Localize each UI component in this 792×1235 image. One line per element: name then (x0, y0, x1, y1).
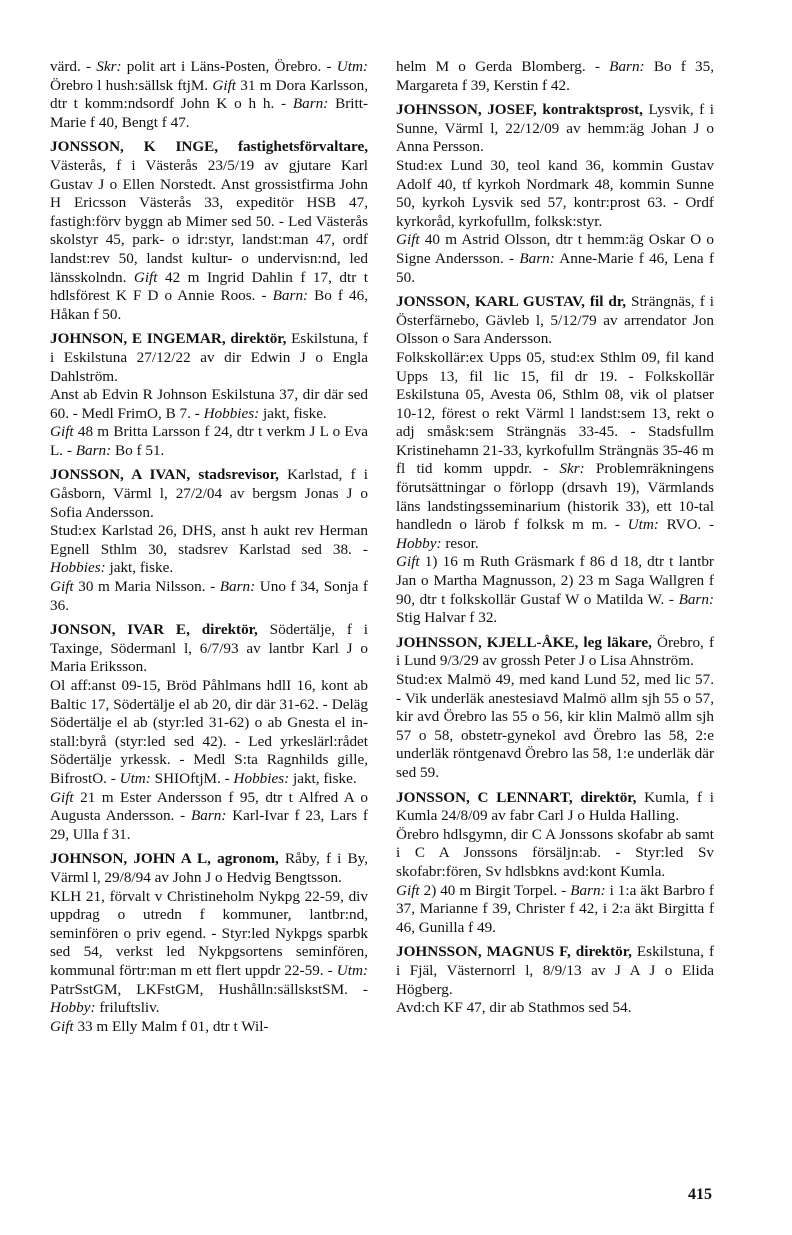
left-column (50, 58, 368, 1042)
entry-text: Stig Halvar f 32. (396, 609, 498, 627)
entry-paragraph-first (50, 330, 368, 386)
entry-paragraph-first (396, 293, 714, 349)
entry-text: i 1:a äkt Barbro f 37, Marianne f 39, Christer f 42, i 2:a äkt Birgitta f 46, Gunilla f 49. (396, 881, 714, 936)
field-label: Barn: (272, 287, 309, 305)
entry-text: Västerås, f i Västerås 23/5/19 av gjutare Karl Gustav J o Ellen Norstedt. Anst grossistfirma John H Ericsson Västerås 33, expeditör HSB 47, fastigh:förv byggn ab Mimer sed 50. - Led Västerås skolstyr 45, park- o idr:styr, landst:man 47, ordf landst:rev 50, landst kultur- o undervisn:nd, led länsskolndn. (50, 156, 368, 286)
field-label: Utm: (119, 769, 151, 787)
entry-text: RVO. - (658, 516, 714, 534)
entry-heading: JONSON, IVAR E, direktör, (50, 621, 258, 639)
entry-heading: JONSSON, A IVAN, stadsrevisor, (50, 466, 279, 484)
entry-text: PatrSstGM, LKFstGM, Hushålln:sällskstSM. - (50, 980, 368, 998)
entry-text: 33 m Elly Malm f 01, dtr t Wil- (73, 1017, 269, 1035)
entry-paragraph (50, 888, 368, 1018)
entry-text: Eskilstuna, f i Fjäl, Västernorrl l, 8/9/13 av J A J o Elida Högberg. (396, 943, 715, 998)
entry-paragraph-first (396, 58, 714, 95)
entry-text: Lysvik, f i Sunne, Värml l, 22/12/09 av hemm:äg Johan J o Anna Persson. (396, 101, 714, 156)
entry-heading: JOHNSSON, MAGNUS F, direktör, (396, 943, 632, 961)
field-label: Barn: (519, 249, 555, 267)
entry-text: Örebro hdlsgymn, dir C A Jonssons skofabr ab samt i C A Jonssons försäljn:ab. - Styr:led Sv skofabr:fören, Sv hdlsbkns avd:kont Kumla. (396, 825, 714, 880)
field-label: Barn: (609, 58, 645, 75)
entry-text: 2) 40 m Birgit Torpel. - (419, 881, 571, 899)
entry-heading: JOHNSON, E INGEMAR, direktör, (50, 330, 287, 348)
entry-paragraph (396, 553, 714, 627)
biography-entry (396, 101, 714, 287)
entry-paragraph (50, 1018, 368, 1037)
entry-text: Anne-Marie f 46, Lena f 50. (396, 249, 714, 286)
entry-paragraph-first (50, 621, 368, 677)
entry-text: polit art i Läns-Posten, Örebro. - (121, 58, 337, 75)
entry-text: Stud:ex Lund 30, teol kand 36, kommin Gustav Adolf 40, tf kyrkoh Nordmark 48, kommin Sunne 50, kyrkoh Lysvik sed 57, kontr:prost 63. - Ordf kyrkoråd, kyrkofullm, folksk:styr. (396, 156, 714, 230)
entry-text: Stud:ex Karlstad 26, DHS, anst h aukt rev Herman Egnell Sthlm 30, stadsrev Karlstad sed 38. - (50, 522, 368, 558)
entry-text: värd. - (50, 58, 97, 75)
field-label: Gift (50, 788, 74, 806)
biography-entry (50, 850, 368, 1036)
entry-heading: JONSSON, C LENNART, direktör, (396, 788, 637, 806)
field-label: Gift (50, 423, 74, 441)
entry-paragraph (50, 386, 368, 423)
entry-paragraph (50, 423, 368, 460)
entry-text: Stud:ex Malmö 49, med kand Lund 52, med lic 57. - Vik underläk anestesiavd Malmö allm sjh 55 o 57, kir avd Örebro las 55 o 56, kir klin Malmö allm sjh 57 o 58, obstetr-gynekol avd Örebro las 58, 2:e underläk röntgenavd Örebro las 58, 1:e underläk där sed 59. (396, 671, 714, 781)
entry-text: 48 m Britta Larsson f 24, dtr t verkm J L o Eva L. - (50, 423, 368, 459)
field-label: Gift (50, 578, 74, 596)
field-label: Utm: (336, 58, 368, 75)
entry-heading: JONSSON, KARL GUSTAV, fil dr, (396, 293, 627, 311)
field-label: Barn: (570, 881, 606, 899)
entry-text: Folkskollär:ex Upps 05, stud:ex Sthlm 09, fil kand Upps 13, fil lic 15, fil dr 19. - Folkskollär Eskilstuna 05, Avesta 06, Sthlm 08, vik ol platser 10-12, förest o rekt Värml l landst:sem 13, rekt o adj småsk:sem Strängnäs 33-45. - Stadsfullm Kristinehamn 21-33, kyrkofullm Strängnäs 35-46 m fl tid komm uppdr. - (396, 348, 714, 478)
page-number: 415 (688, 1186, 712, 1203)
biography-entry (396, 58, 714, 95)
entry-paragraph-first (50, 466, 368, 522)
entry-text: Kumla, f i Kumla 24/8/09 av fabr Carl J o Hulda Halling. (396, 788, 714, 825)
field-label: Utm: (627, 516, 659, 534)
entry-heading: JOHNSSON, KJELL-ÅKE, leg läkare, (396, 633, 652, 651)
entry-paragraph-first (396, 943, 714, 999)
field-label: Utm: (336, 961, 368, 979)
entry-paragraph (396, 231, 714, 287)
field-label: Hobby: (396, 534, 442, 552)
field-label: Barn: (292, 95, 329, 113)
field-label: Gift (133, 268, 158, 286)
biography-entry (50, 621, 368, 844)
entry-text: 21 m Ester Andersson f 95, dtr t Alfred A o Augusta Andersson. - (50, 788, 368, 825)
biography-entry (50, 138, 368, 324)
entry-paragraph (396, 826, 714, 882)
entry-text: Södertälje, f i Taxinge, Södermanl l, 6/7/93 av lantbr Karl J o Maria Eriksson. (50, 621, 368, 676)
entry-text: Uno f 34, Sonja f 36. (50, 578, 368, 614)
entry-text: Bo f 51. (111, 441, 165, 459)
field-label: Hobbies: (203, 404, 260, 422)
entry-text: Råby, f i By, Värml l, 29/8/94 av John J o Hedvig Bengtsson. (50, 850, 368, 886)
field-label: Gift (396, 553, 420, 571)
entry-paragraph (396, 157, 714, 231)
entry-paragraph (396, 349, 714, 554)
field-label: Hobby: (50, 999, 96, 1017)
entry-paragraph (50, 789, 368, 845)
entry-paragraph-first (396, 634, 714, 671)
entry-text: SHIOftjM. - (150, 769, 234, 787)
biography-entry (50, 58, 368, 132)
field-label: Barn: (678, 590, 714, 608)
entry-heading: JOHNSON, JOHN A L, agronom, (50, 850, 279, 868)
biography-entry (396, 789, 714, 938)
field-label: Skr: (96, 58, 122, 75)
entry-paragraph-first (396, 789, 714, 826)
entry-text: Eskilstuna, f i Eskilstuna 27/12/22 av dir Edwin J o Engla Dahlström. (50, 330, 368, 385)
field-label: Skr: (559, 460, 585, 478)
entry-paragraph (50, 677, 368, 789)
entry-paragraph (50, 578, 368, 615)
entry-text: Örebro, f i Lund 9/3/29 av grossh Peter J o Lisa Ahnström. (396, 633, 714, 670)
entry-text: friluftsliv. (95, 999, 160, 1017)
entry-text: Bo f 46, Håkan f 50. (50, 287, 369, 323)
entry-text: 31 m Dora Karlsson, dtr t komm:ndsordf John K o h h. - (50, 76, 368, 113)
entry-paragraph (50, 522, 368, 578)
entry-paragraph (396, 882, 714, 938)
entry-text: Ol aff:anst 09-15, Bröd Påhlmans hdlI 16, kont ab Baltic 17, Södertälje el ab 20, dir där 31-62. - Deläg Södertälje el ab (styr:led 31-62) o ab Gnesta el install:byrå (styr:led sed 42). - Led yrkeslärl:rådet Södertälje yrkessk. - Medl S:ta Ragnhilds gille, BifrostO. - (50, 677, 368, 787)
field-label: Hobbies: (233, 769, 290, 787)
field-label: Barn: (75, 441, 112, 459)
entry-text: Strängnäs, f i Österfärnebo, Gävleb l, 5/12/79 av arrendator Jon Olsson o Sara Andersson. (396, 293, 714, 348)
entry-text: Örebro l hush:sällsk ftjM. (50, 76, 213, 94)
entry-text: Bo f 35, Margareta f 39, Kerstin f 42. (396, 58, 715, 94)
entry-paragraph (396, 671, 714, 783)
entry-text: jakt, fiske. (259, 404, 327, 422)
entry-paragraph-first (50, 58, 368, 132)
entry-heading: JOHNSSON, JOSEF, kontraktsprost, (396, 101, 643, 119)
entry-text: jakt, fiske. (289, 769, 357, 787)
biography-entry (50, 330, 368, 460)
entry-text: Anst ab Edvin R Johnson Eskilstuna 37, dir där sed 60. - Medl FrimO, B 7. - (50, 386, 368, 422)
entry-text: Avd:ch KF 47, dir ab Stathmos sed 54. (396, 999, 632, 1017)
entry-text: resor. (441, 534, 479, 552)
field-label: Gift (396, 881, 420, 899)
biography-entry (396, 634, 714, 783)
biography-entry (50, 466, 368, 615)
entry-text: KLH 21, förvalt v Christineholm Nykpg 22-59, div uppdrag o utredn f kommuner, lantbr:nd, seminfören o priv egend. - Styr:led Nykpgs sparbk sed 54, verkst led Nykpgsortens seminfören, kommunal förtr:man m ett flert uppdr 22-59. - (50, 887, 368, 979)
field-label: Gift (212, 76, 237, 94)
field-label: Gift (396, 231, 420, 249)
entry-text: Karl-Ivar f 23, Lars f 29, Ulla f 31. (50, 807, 368, 843)
right-column (396, 58, 714, 1024)
entry-text: Britt-Marie f 40, Bengt f 47. (50, 95, 368, 131)
entry-text: 40 m Astrid Olsson, dtr t hemm:äg Oskar O o Signe Andersson. - (396, 231, 714, 267)
entry-text: Karlstad, f i Gåsborn, Värml l, 27/2/04 av bergsm Jonas J o Sofia Andersson. (50, 466, 368, 521)
entry-text: 42 m Ingrid Dahlin f 17, dtr t hdlsförest K F D o Annie Roos. - (50, 268, 368, 305)
entry-paragraph (396, 999, 714, 1018)
biography-entry (396, 943, 714, 1017)
field-label: Hobbies: (50, 559, 106, 577)
entry-paragraph-first (50, 138, 368, 324)
field-label: Barn: (219, 578, 256, 596)
entry-heading: JONSSON, K INGE, fastighetsförvaltare, (50, 138, 368, 156)
entry-text: Problemräkningens förutsättningar o förlopp (drsavh 19), Värmlands läns landstingsseminarium (historik 33), ett 10-tal handledn o lärob f folksk m m. - (396, 460, 714, 534)
field-label: Barn: (190, 807, 227, 825)
entry-text: helm M o Gerda Blomberg. - (396, 58, 610, 75)
entry-paragraph-first (50, 850, 368, 887)
entry-text: jakt, fiske. (105, 559, 174, 577)
entry-text: 30 m Maria Nilsson. - (73, 578, 220, 596)
field-label: Gift (50, 1017, 74, 1035)
biography-entry (396, 293, 714, 628)
entry-paragraph-first (396, 101, 714, 157)
entry-text: 1) 16 m Ruth Gräsmark f 86 d 18, dtr t lantbr Jan o Martha Magnusson, 2) 23 m Saga Wallgren f 90, dtr t folkskollär Gustaf W o Matilda W. - (396, 553, 714, 608)
